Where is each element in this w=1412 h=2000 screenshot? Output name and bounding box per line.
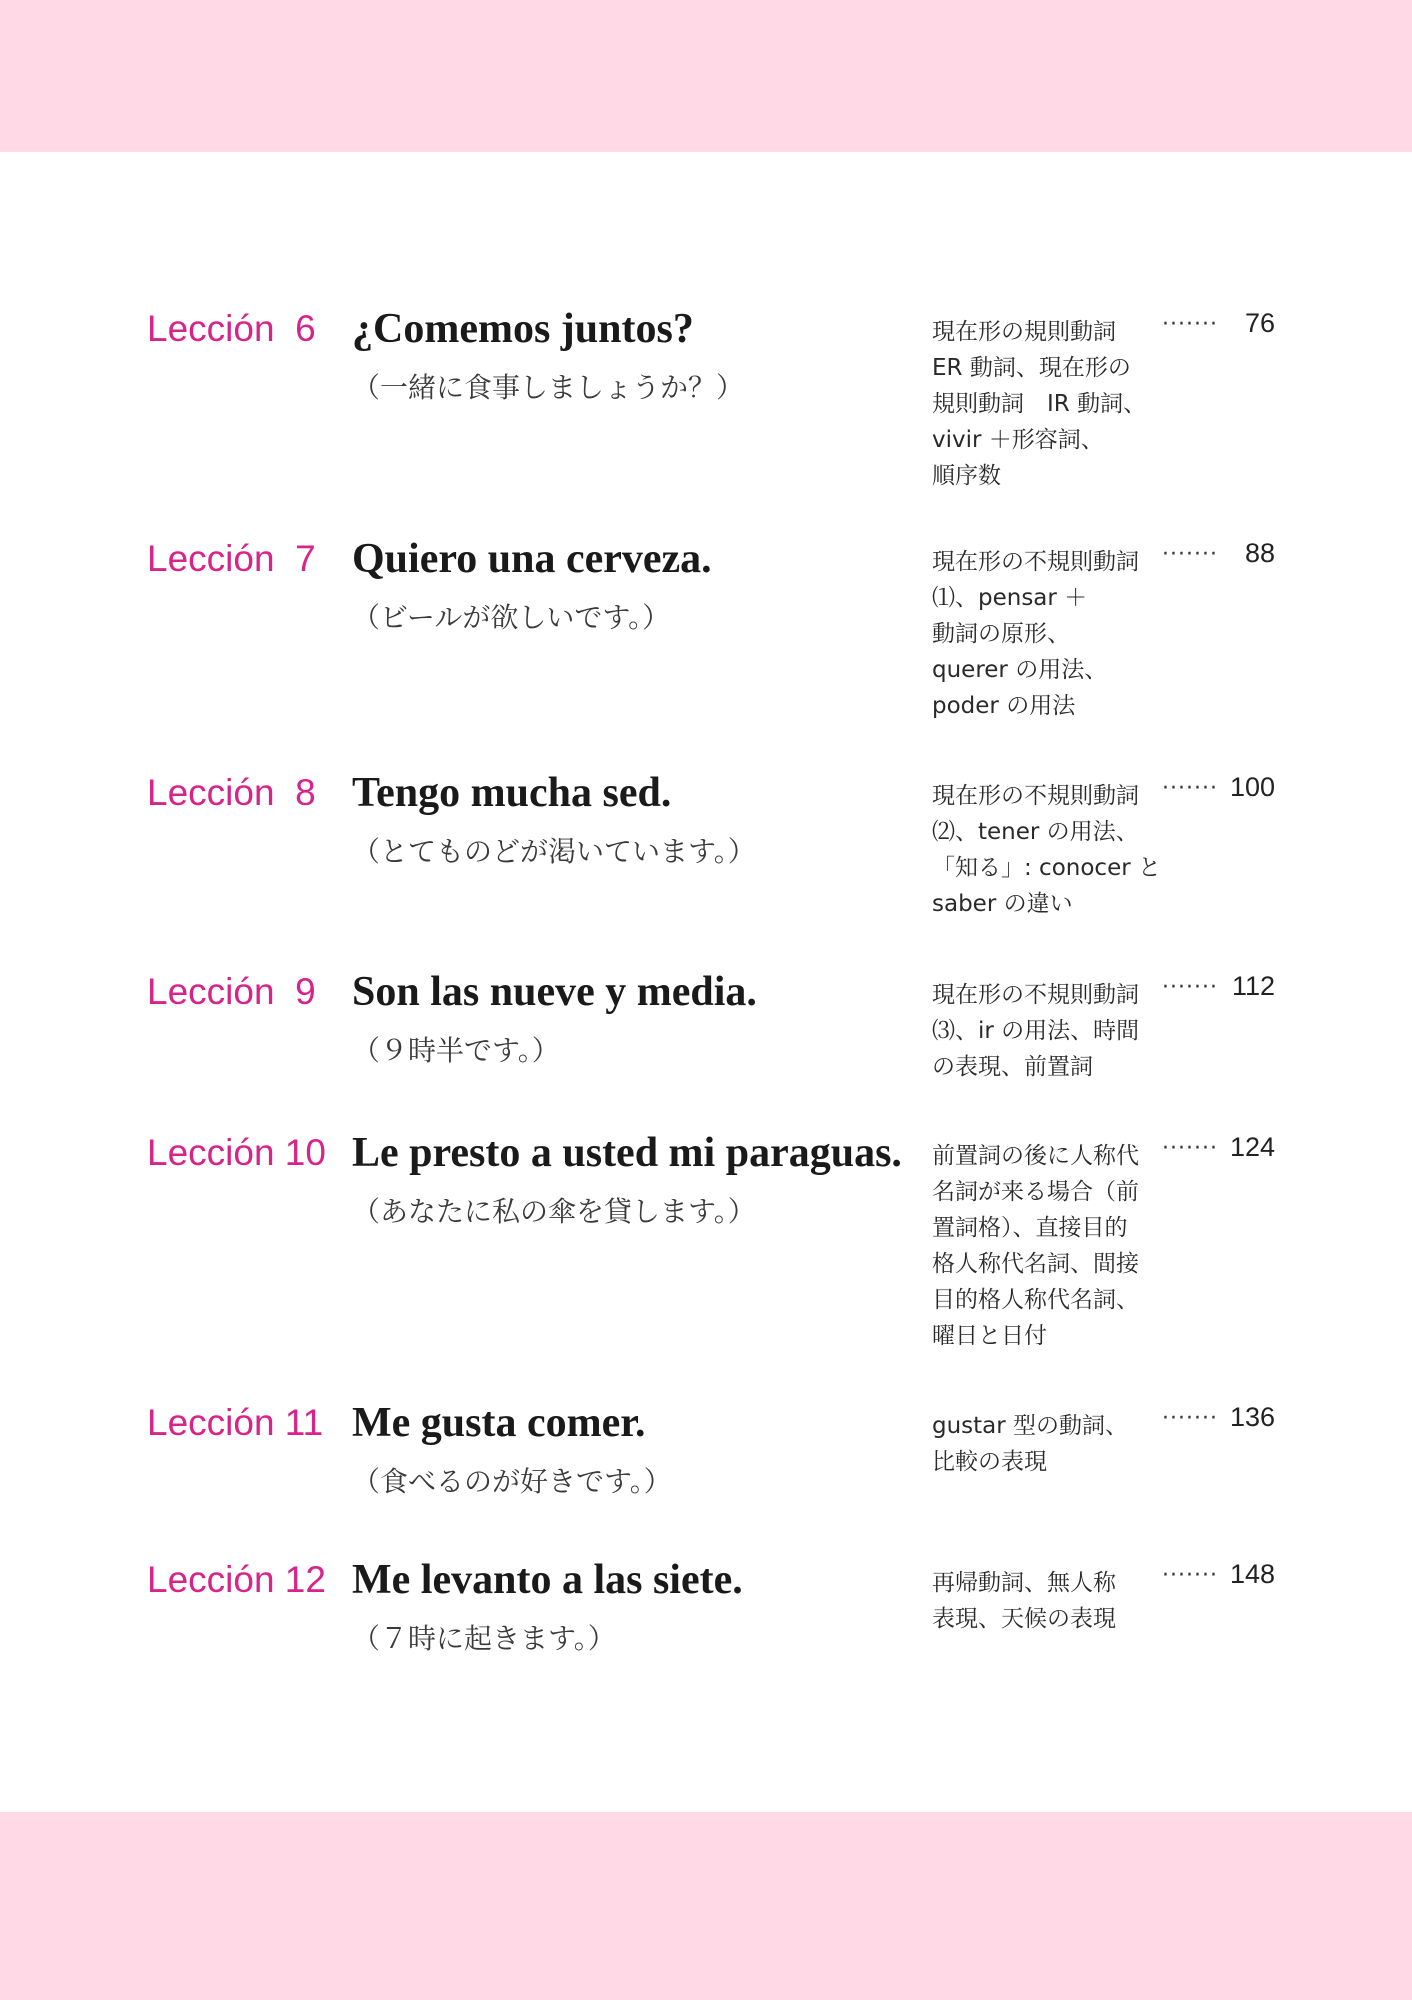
lesson-topics [932, 1138, 1162, 1354]
topic-line: 曜日と日付 [932, 1323, 1047, 1349]
page-number: 148 [1229, 1559, 1275, 1589]
topic-line: ⑵、tener の用法、 [932, 819, 1139, 845]
topic-line: querer の用法、 [932, 657, 1108, 683]
page-number: 88 [1244, 538, 1275, 568]
lesson-title: Quiero una cerveza. [352, 536, 712, 582]
lesson-topics [932, 977, 1162, 1085]
dot-leader: ······· [1162, 975, 1218, 1000]
dot-leader: ······· [1162, 1563, 1218, 1588]
dot-leader: ······· [1162, 312, 1218, 337]
topic-line: ⑴、pensar ＋ [932, 585, 1088, 611]
lesson-topics [932, 1565, 1162, 1637]
lesson-subtitle: （とてものどが渇いています。） [352, 835, 756, 868]
lesson-label: Lección 6 [147, 308, 316, 349]
lesson-title: Son las nueve y media. [352, 969, 757, 1015]
lesson-label: Lección 11 [147, 1402, 324, 1443]
topic-line: 現在形の不規則動詞 [932, 549, 1139, 575]
topic-line: 現在形の不規則動詞 [932, 982, 1139, 1008]
topic-line: 格人称代名詞、間接 [932, 1251, 1139, 1277]
page-number: 112 [1231, 971, 1275, 1001]
page-number: 100 [1229, 772, 1275, 802]
lesson-subtitle: （あなたに私の傘を貸します。） [352, 1195, 756, 1228]
lesson-subtitle: （ビールが欲しいです。） [352, 601, 671, 634]
lesson-label: Lección 7 [147, 538, 316, 579]
topic-line: 現在形の規則動詞 [932, 319, 1116, 345]
topic-line: の表現、前置詞 [932, 1054, 1093, 1080]
lesson-topics [932, 314, 1162, 494]
top-pink-band [0, 0, 1412, 152]
topic-line: 現在形の不規則動詞 [932, 783, 1139, 809]
bottom-pink-band [0, 1812, 1412, 2000]
lesson-subtitle: （一緒に食事しましょうか？） [352, 371, 745, 404]
topic-line: 「知る」: conocer と [932, 855, 1161, 881]
lesson-subtitle: （７時に起きます。） [352, 1622, 616, 1655]
lesson-title: ¿Comemos juntos? [352, 306, 694, 352]
lesson-subtitle: （９時半です。） [352, 1034, 560, 1067]
topic-line: ⑶、ir の用法、時間 [932, 1018, 1140, 1044]
lesson-label: Lección 9 [147, 971, 316, 1012]
lesson-label: Lección 10 [147, 1132, 326, 1173]
lesson-topics [932, 544, 1162, 724]
lesson-label: Lección 12 [147, 1559, 326, 1600]
lesson-label: Lección 8 [147, 772, 316, 813]
lesson-title: Me levanto a las siete. [352, 1557, 743, 1603]
topic-line: 規則動詞 IR 動詞、 [932, 391, 1147, 417]
topic-line: vivir ＋形容詞、 [932, 427, 1104, 453]
topic-line: 比較の表現 [932, 1449, 1047, 1475]
topic-line: poder の用法 [932, 693, 1076, 719]
topic-line: gustar 型の動詞、 [932, 1413, 1129, 1439]
dot-leader: ······· [1162, 776, 1218, 801]
page-number: 136 [1229, 1402, 1275, 1432]
topic-line: 名詞が来る場合（前 [932, 1179, 1139, 1205]
page-number: 76 [1244, 308, 1275, 338]
page-number: 124 [1229, 1132, 1275, 1162]
lesson-title: Me gusta comer. [352, 1400, 646, 1446]
dot-leader: ······· [1162, 542, 1218, 567]
topic-line: 動詞の原形、 [932, 621, 1070, 647]
topic-line: saber の違い [932, 891, 1073, 917]
lesson-title: Le presto a usted mi paraguas. [352, 1130, 902, 1176]
topic-line: 順序数 [932, 463, 1001, 489]
topic-line: 再帰動詞、無人称 [932, 1570, 1116, 1596]
topic-line: 前置詞の後に人称代 [932, 1143, 1139, 1169]
lesson-topics [932, 778, 1162, 922]
topic-line: ER 動詞、現在形の [932, 355, 1131, 381]
topic-line: 目的格人称代名詞、 [932, 1287, 1139, 1313]
topic-line: 置詞格）、直接目的 [932, 1215, 1128, 1241]
dot-leader: ······· [1162, 1406, 1218, 1431]
lesson-topics [932, 1408, 1162, 1480]
topic-line: 表現、天候の表現 [932, 1606, 1116, 1632]
dot-leader: ······· [1162, 1136, 1218, 1161]
lesson-title: Tengo mucha sed. [352, 770, 672, 816]
lesson-subtitle: （食べるのが好きです。） [352, 1465, 672, 1498]
